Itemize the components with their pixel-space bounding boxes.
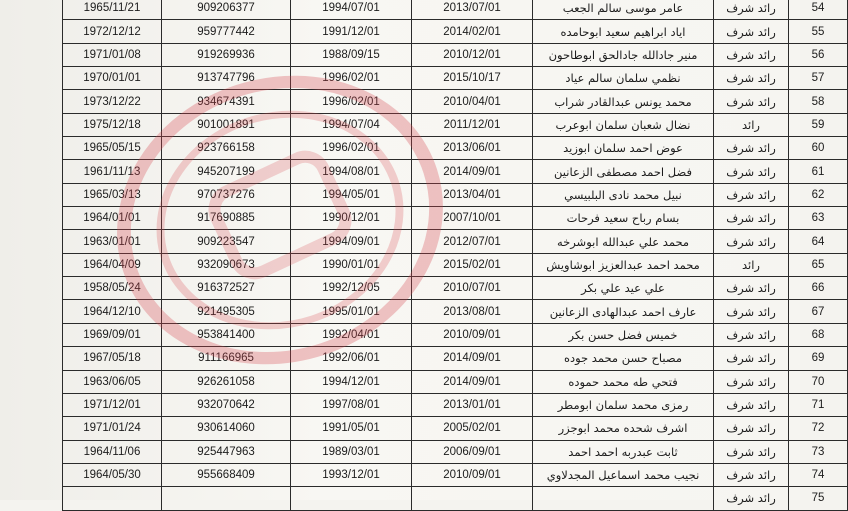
promotion-date-cell: 2010/09/01 [412,463,533,486]
table-row [63,487,848,510]
join-date-cell: 1988/09/15 [291,43,412,66]
join-date-cell: 1991/12/01 [291,20,412,43]
join-date-cell: 1992/12/05 [291,277,412,300]
full-name-cell: اياد ابراهيم سعيد ابوحامده [533,20,714,43]
full-name-cell: نجيب محمد اسماعيل المجدلاوي [533,463,714,486]
promotion-date-cell: 2014/02/01 [412,20,533,43]
promotion-date-cell: 2013/04/01 [412,183,533,206]
promotion-date-cell: 2010/12/01 [412,43,533,66]
full-name-cell: اشرف شحده محمد ابوجزر [533,417,714,440]
birth-date-cell: 1971/12/01 [63,393,162,416]
id-number-cell: 953841400 [162,323,291,346]
join-date-cell: 1990/12/01 [291,207,412,230]
birth-date-cell [63,487,162,510]
join-date-cell: 1992/04/01 [291,323,412,346]
full-name-cell: عوض احمد سلمان ابوزيد [533,137,714,160]
full-name-cell: فتحي طه محمد حموده [533,370,714,393]
full-name-cell: علي عيد علي بكر [533,277,714,300]
birth-date-cell: 1961/11/13 [63,160,162,183]
join-date-cell: 1997/08/01 [291,393,412,416]
full-name-cell: رمزى محمد سلمان ابومطر [533,393,714,416]
table-row [63,20,848,43]
full-name-cell: محمد يونس عبدالقادر شراب [533,90,714,113]
full-name-cell: عامر موسى سالم الجعب [533,0,714,20]
table-row [63,0,848,20]
birth-date-cell: 1965/03/13 [63,183,162,206]
rank-cell: رائد [714,113,789,136]
join-date-cell [291,487,412,510]
rank-cell: رائد شرف [714,300,789,323]
table-row [63,230,848,253]
join-date-cell: 1994/08/01 [291,160,412,183]
serial-number-cell: 57 [789,67,848,90]
serial-number-cell: 73 [789,440,848,463]
id-number-cell: 934674391 [162,90,291,113]
birth-date-cell: 1963/01/01 [63,230,162,253]
table-row [63,347,848,370]
birth-date-cell: 1964/05/30 [63,463,162,486]
serial-number-cell: 63 [789,207,848,230]
rank-cell: رائد شرف [714,207,789,230]
id-number-cell: 909206377 [162,0,291,20]
id-number-cell: 901001891 [162,113,291,136]
birth-date-cell: 1970/01/01 [63,67,162,90]
serial-number-cell: 58 [789,90,848,113]
promotion-date-cell: 2012/07/01 [412,230,533,253]
table-row [63,90,848,113]
join-date-cell: 1996/02/01 [291,67,412,90]
serial-number-cell: 59 [789,113,848,136]
full-name-cell: محمد علي عبدالله ابوشرخه [533,230,714,253]
promotion-date-cell: 2014/09/01 [412,347,533,370]
serial-number-cell: 65 [789,253,848,276]
id-number-cell: 945207199 [162,160,291,183]
serial-number-cell: 75 [789,487,848,510]
rank-cell: رائد شرف [714,417,789,440]
serial-number-cell: 55 [789,20,848,43]
promotion-date-cell: 2005/02/01 [412,417,533,440]
serial-number-cell: 69 [789,347,848,370]
id-number-cell: 923766158 [162,137,291,160]
id-number-cell: 955668409 [162,463,291,486]
rank-cell: رائد [714,253,789,276]
promotion-date-cell: 2010/04/01 [412,90,533,113]
id-number-cell: 916372527 [162,277,291,300]
rank-cell: رائد شرف [714,370,789,393]
rank-cell: رائد شرف [714,43,789,66]
id-number-cell: 930614060 [162,417,291,440]
birth-date-cell: 1965/11/21 [63,0,162,20]
full-name-cell: خميس فضل حسن بكر [533,323,714,346]
table-row [63,323,848,346]
serial-number-cell: 72 [789,417,848,440]
rank-cell: رائد شرف [714,463,789,486]
rank-cell: رائد شرف [714,183,789,206]
rank-cell: رائد شرف [714,0,789,20]
serial-number-cell: 74 [789,463,848,486]
personnel-table [62,0,848,511]
rank-cell: رائد شرف [714,440,789,463]
table-row [63,463,848,486]
table-row [63,67,848,90]
table-row [63,183,848,206]
id-number-cell: 919269936 [162,43,291,66]
join-date-cell: 1994/07/04 [291,113,412,136]
join-date-cell: 1990/01/01 [291,253,412,276]
promotion-date-cell: 2014/09/01 [412,370,533,393]
promotion-date-cell: 2013/07/01 [412,0,533,20]
serial-number-cell: 66 [789,277,848,300]
join-date-cell: 1994/12/01 [291,370,412,393]
promotion-date-cell: 2013/08/01 [412,300,533,323]
id-number-cell: 913747796 [162,67,291,90]
join-date-cell: 1996/02/01 [291,137,412,160]
promotion-date-cell: 2007/10/01 [412,207,533,230]
table-row [63,160,848,183]
birth-date-cell: 1964/12/10 [63,300,162,323]
full-name-cell: فضل احمد مصطفى الزعانين [533,160,714,183]
id-number-cell: 970737276 [162,183,291,206]
join-date-cell: 1994/09/01 [291,230,412,253]
table-row [63,207,848,230]
id-number-cell: 925447963 [162,440,291,463]
id-number-cell: 917690885 [162,207,291,230]
rank-cell: رائد شرف [714,160,789,183]
full-name-cell [533,487,714,510]
promotion-date-cell: 2010/07/01 [412,277,533,300]
personnel-table-body [63,0,848,510]
id-number-cell: 926261058 [162,370,291,393]
table-row [63,440,848,463]
table-row [63,300,848,323]
id-number-cell [162,487,291,510]
join-date-cell: 1991/05/01 [291,417,412,440]
serial-number-cell: 54 [789,0,848,20]
birth-date-cell: 1973/12/22 [63,90,162,113]
promotion-date-cell: 2013/06/01 [412,137,533,160]
birth-date-cell: 1965/05/15 [63,137,162,160]
join-date-cell: 1994/05/01 [291,183,412,206]
id-number-cell: 932070642 [162,393,291,416]
promotion-date-cell: 2013/01/01 [412,393,533,416]
birth-date-cell: 1964/01/01 [63,207,162,230]
birth-date-cell: 1972/12/12 [63,20,162,43]
rank-cell: رائد شرف [714,347,789,370]
birth-date-cell: 1975/12/18 [63,113,162,136]
serial-number-cell: 71 [789,393,848,416]
table-row [63,113,848,136]
table-row [63,370,848,393]
birth-date-cell: 1971/01/08 [63,43,162,66]
id-number-cell: 909223547 [162,230,291,253]
id-number-cell: 911166965 [162,347,291,370]
table-row [63,277,848,300]
table-row [63,393,848,416]
join-date-cell: 1992/06/01 [291,347,412,370]
rank-cell: رائد شرف [714,487,789,510]
birth-date-cell: 1967/05/18 [63,347,162,370]
full-name-cell: نبيل محمد نادى البلبيسي [533,183,714,206]
full-name-cell: محمد احمد عبدالعزيز ابوشاويش [533,253,714,276]
join-date-cell: 1995/01/01 [291,300,412,323]
full-name-cell: نضال شعبان سلمان ابوعرب [533,113,714,136]
serial-number-cell: 61 [789,160,848,183]
join-date-cell: 1989/03/01 [291,440,412,463]
promotion-date-cell: 2015/10/17 [412,67,533,90]
birth-date-cell: 1964/11/06 [63,440,162,463]
serial-number-cell: 56 [789,43,848,66]
serial-number-cell: 62 [789,183,848,206]
birth-date-cell: 1963/06/05 [63,370,162,393]
serial-number-cell: 68 [789,323,848,346]
rank-cell: رائد شرف [714,277,789,300]
id-number-cell: 921495305 [162,300,291,323]
serial-number-cell: 70 [789,370,848,393]
table-row [63,137,848,160]
rank-cell: رائد شرف [714,20,789,43]
serial-number-cell: 60 [789,137,848,160]
serial-number-cell: 67 [789,300,848,323]
id-number-cell: 932090673 [162,253,291,276]
table-row [63,43,848,66]
rank-cell: رائد شرف [714,323,789,346]
promotion-date-cell: 2011/12/01 [412,113,533,136]
full-name-cell: بسام رباح سعيد فرحات [533,207,714,230]
rank-cell: رائد شرف [714,230,789,253]
table-row [63,417,848,440]
serial-number-cell: 64 [789,230,848,253]
rank-cell: رائد شرف [714,393,789,416]
full-name-cell: ثابت عبدربه احمد احمد [533,440,714,463]
birth-date-cell: 1971/01/24 [63,417,162,440]
full-name-cell: مصباح حسن محمد جوده [533,347,714,370]
promotion-date-cell [412,487,533,510]
promotion-date-cell: 2006/09/01 [412,440,533,463]
promotion-date-cell: 2010/09/01 [412,323,533,346]
full-name-cell: نظمي سلمان سالم عياد [533,67,714,90]
id-number-cell: 959777442 [162,20,291,43]
birth-date-cell: 1969/09/01 [63,323,162,346]
promotion-date-cell: 2015/02/01 [412,253,533,276]
promotion-date-cell: 2014/09/01 [412,160,533,183]
rank-cell: رائد شرف [714,67,789,90]
rank-cell: رائد شرف [714,137,789,160]
full-name-cell: منير جادالله جادالحق ابوطاحون [533,43,714,66]
table-row [63,253,848,276]
birth-date-cell: 1964/04/09 [63,253,162,276]
join-date-cell: 1996/02/01 [291,90,412,113]
full-name-cell: عارف احمد عبدالهادى الزعانين [533,300,714,323]
birth-date-cell: 1958/05/24 [63,277,162,300]
join-date-cell: 1994/07/01 [291,0,412,20]
rank-cell: رائد شرف [714,90,789,113]
join-date-cell: 1993/12/01 [291,463,412,486]
